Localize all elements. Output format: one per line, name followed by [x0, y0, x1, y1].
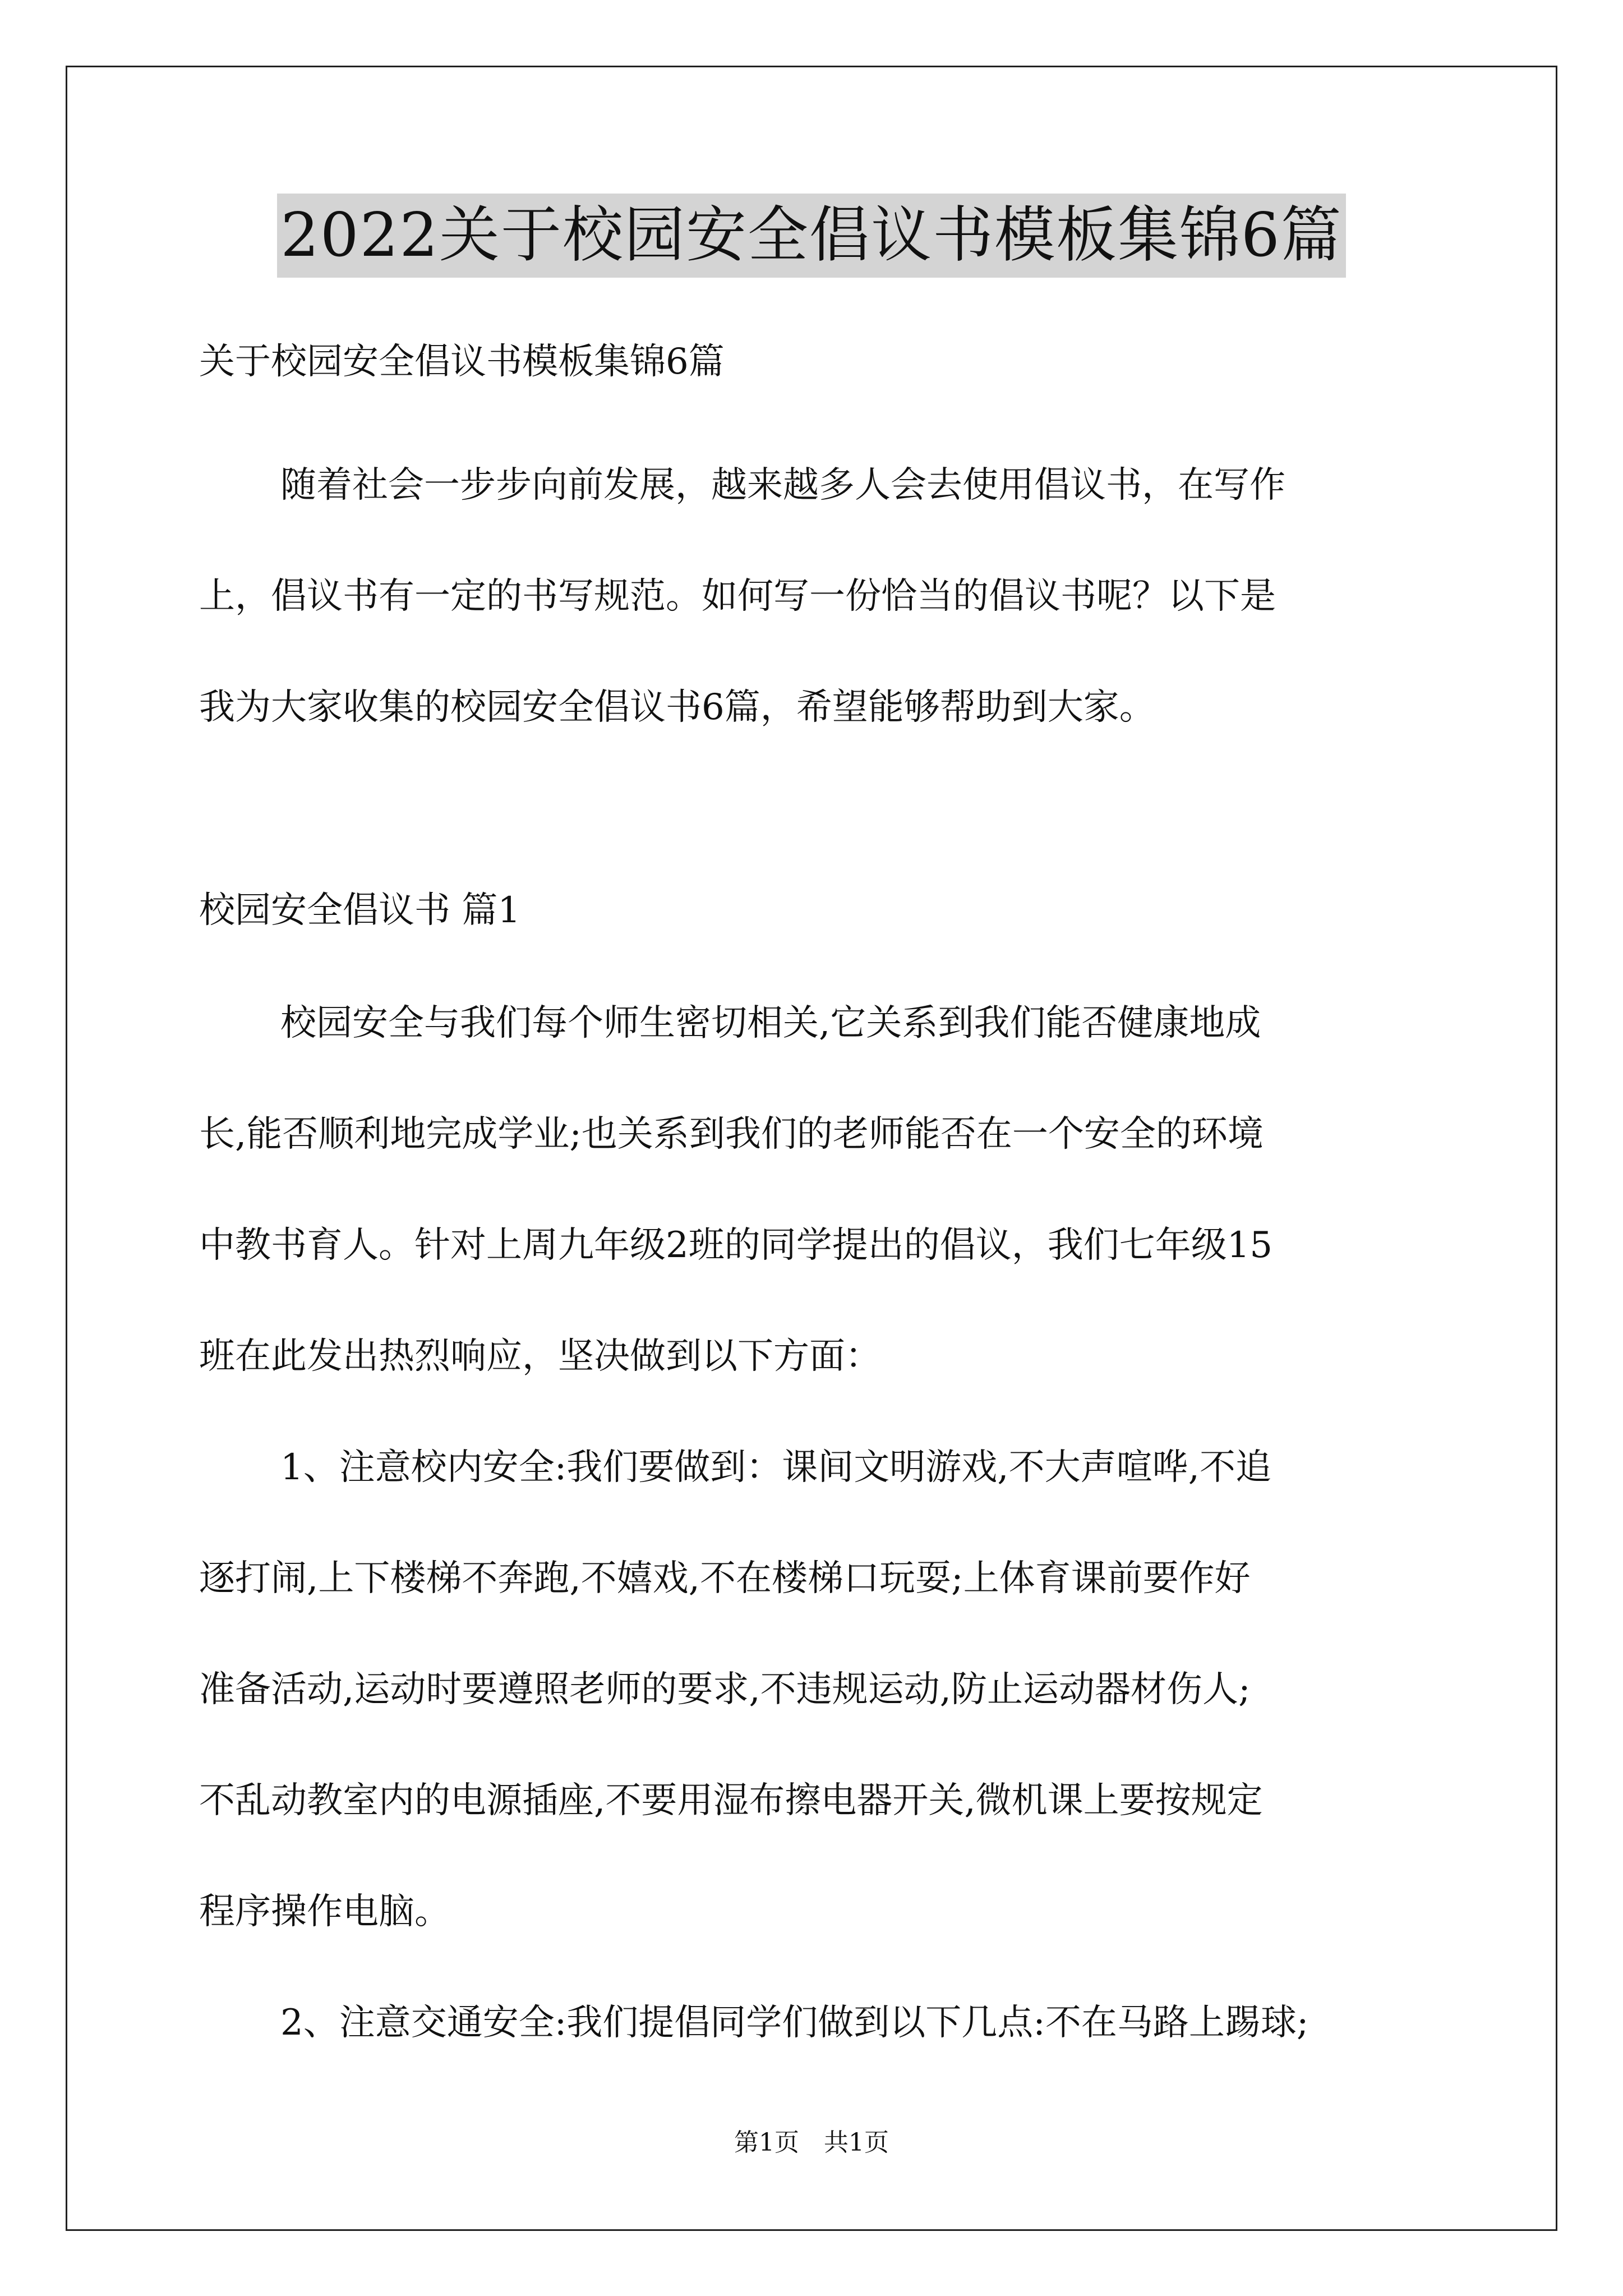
- para1-line-4: 班在此发出热烈响应，坚决做到以下方面：: [199, 1336, 881, 1377]
- para1-line-3: 中教书育人。针对上周九年级2班的同学提出的倡议，我们七年级15: [199, 1225, 1273, 1266]
- title-container: [0, 194, 1623, 278]
- intro-line-3: 我为大家收集的校园安全倡议书6篇，希望能够帮助到大家。: [199, 687, 1155, 728]
- para2-line-3: 准备活动,运动时要遵照老师的要求,不违规运动,防止运动器材伤人;: [199, 1669, 1251, 1710]
- para3-line-1: 2、注意交通安全:我们提倡同学们做到以下几点:不在马路上踢球;: [280, 2002, 1309, 2044]
- para1-line-2: 长,能否顺利地完成学业;也关系到我们的老师能否在一个安全的环境: [199, 1114, 1264, 1155]
- para2-line-4: 不乱动教室内的电源插座,不要用湿布擦电器开关,微机课上要按规定: [199, 1780, 1263, 1821]
- intro-line-1: 随着社会一步步向前发展，越来越多人会去使用倡议书，在写作: [280, 464, 1285, 506]
- page-footer: 第1页 共1页: [734, 2128, 889, 2157]
- document-subtitle: 关于校园安全倡议书模板集锦6篇: [199, 341, 725, 383]
- para1-line-1: 校园安全与我们每个师生密切相关,它关系到我们能否健康地成: [280, 1002, 1261, 1044]
- section-heading: 校园安全倡议书 篇1: [199, 890, 521, 931]
- document-title: 2022关于校园安全倡议书模板集锦6篇: [277, 194, 1346, 278]
- para2-line-5: 程序操作电脑。: [199, 1891, 450, 1932]
- intro-line-2: 上，倡议书有一定的书写规范。如何写一份恰当的倡议书呢？以下是: [199, 576, 1276, 617]
- para2-line-2: 逐打闹,上下楼梯不奔跑,不嬉戏,不在楼梯口玩耍;上体育课前要作好: [199, 1558, 1251, 1599]
- para2-line-1: 1、注意校内安全:我们要做到：课间文明游戏,不大声喧哗,不追: [280, 1447, 1271, 1488]
